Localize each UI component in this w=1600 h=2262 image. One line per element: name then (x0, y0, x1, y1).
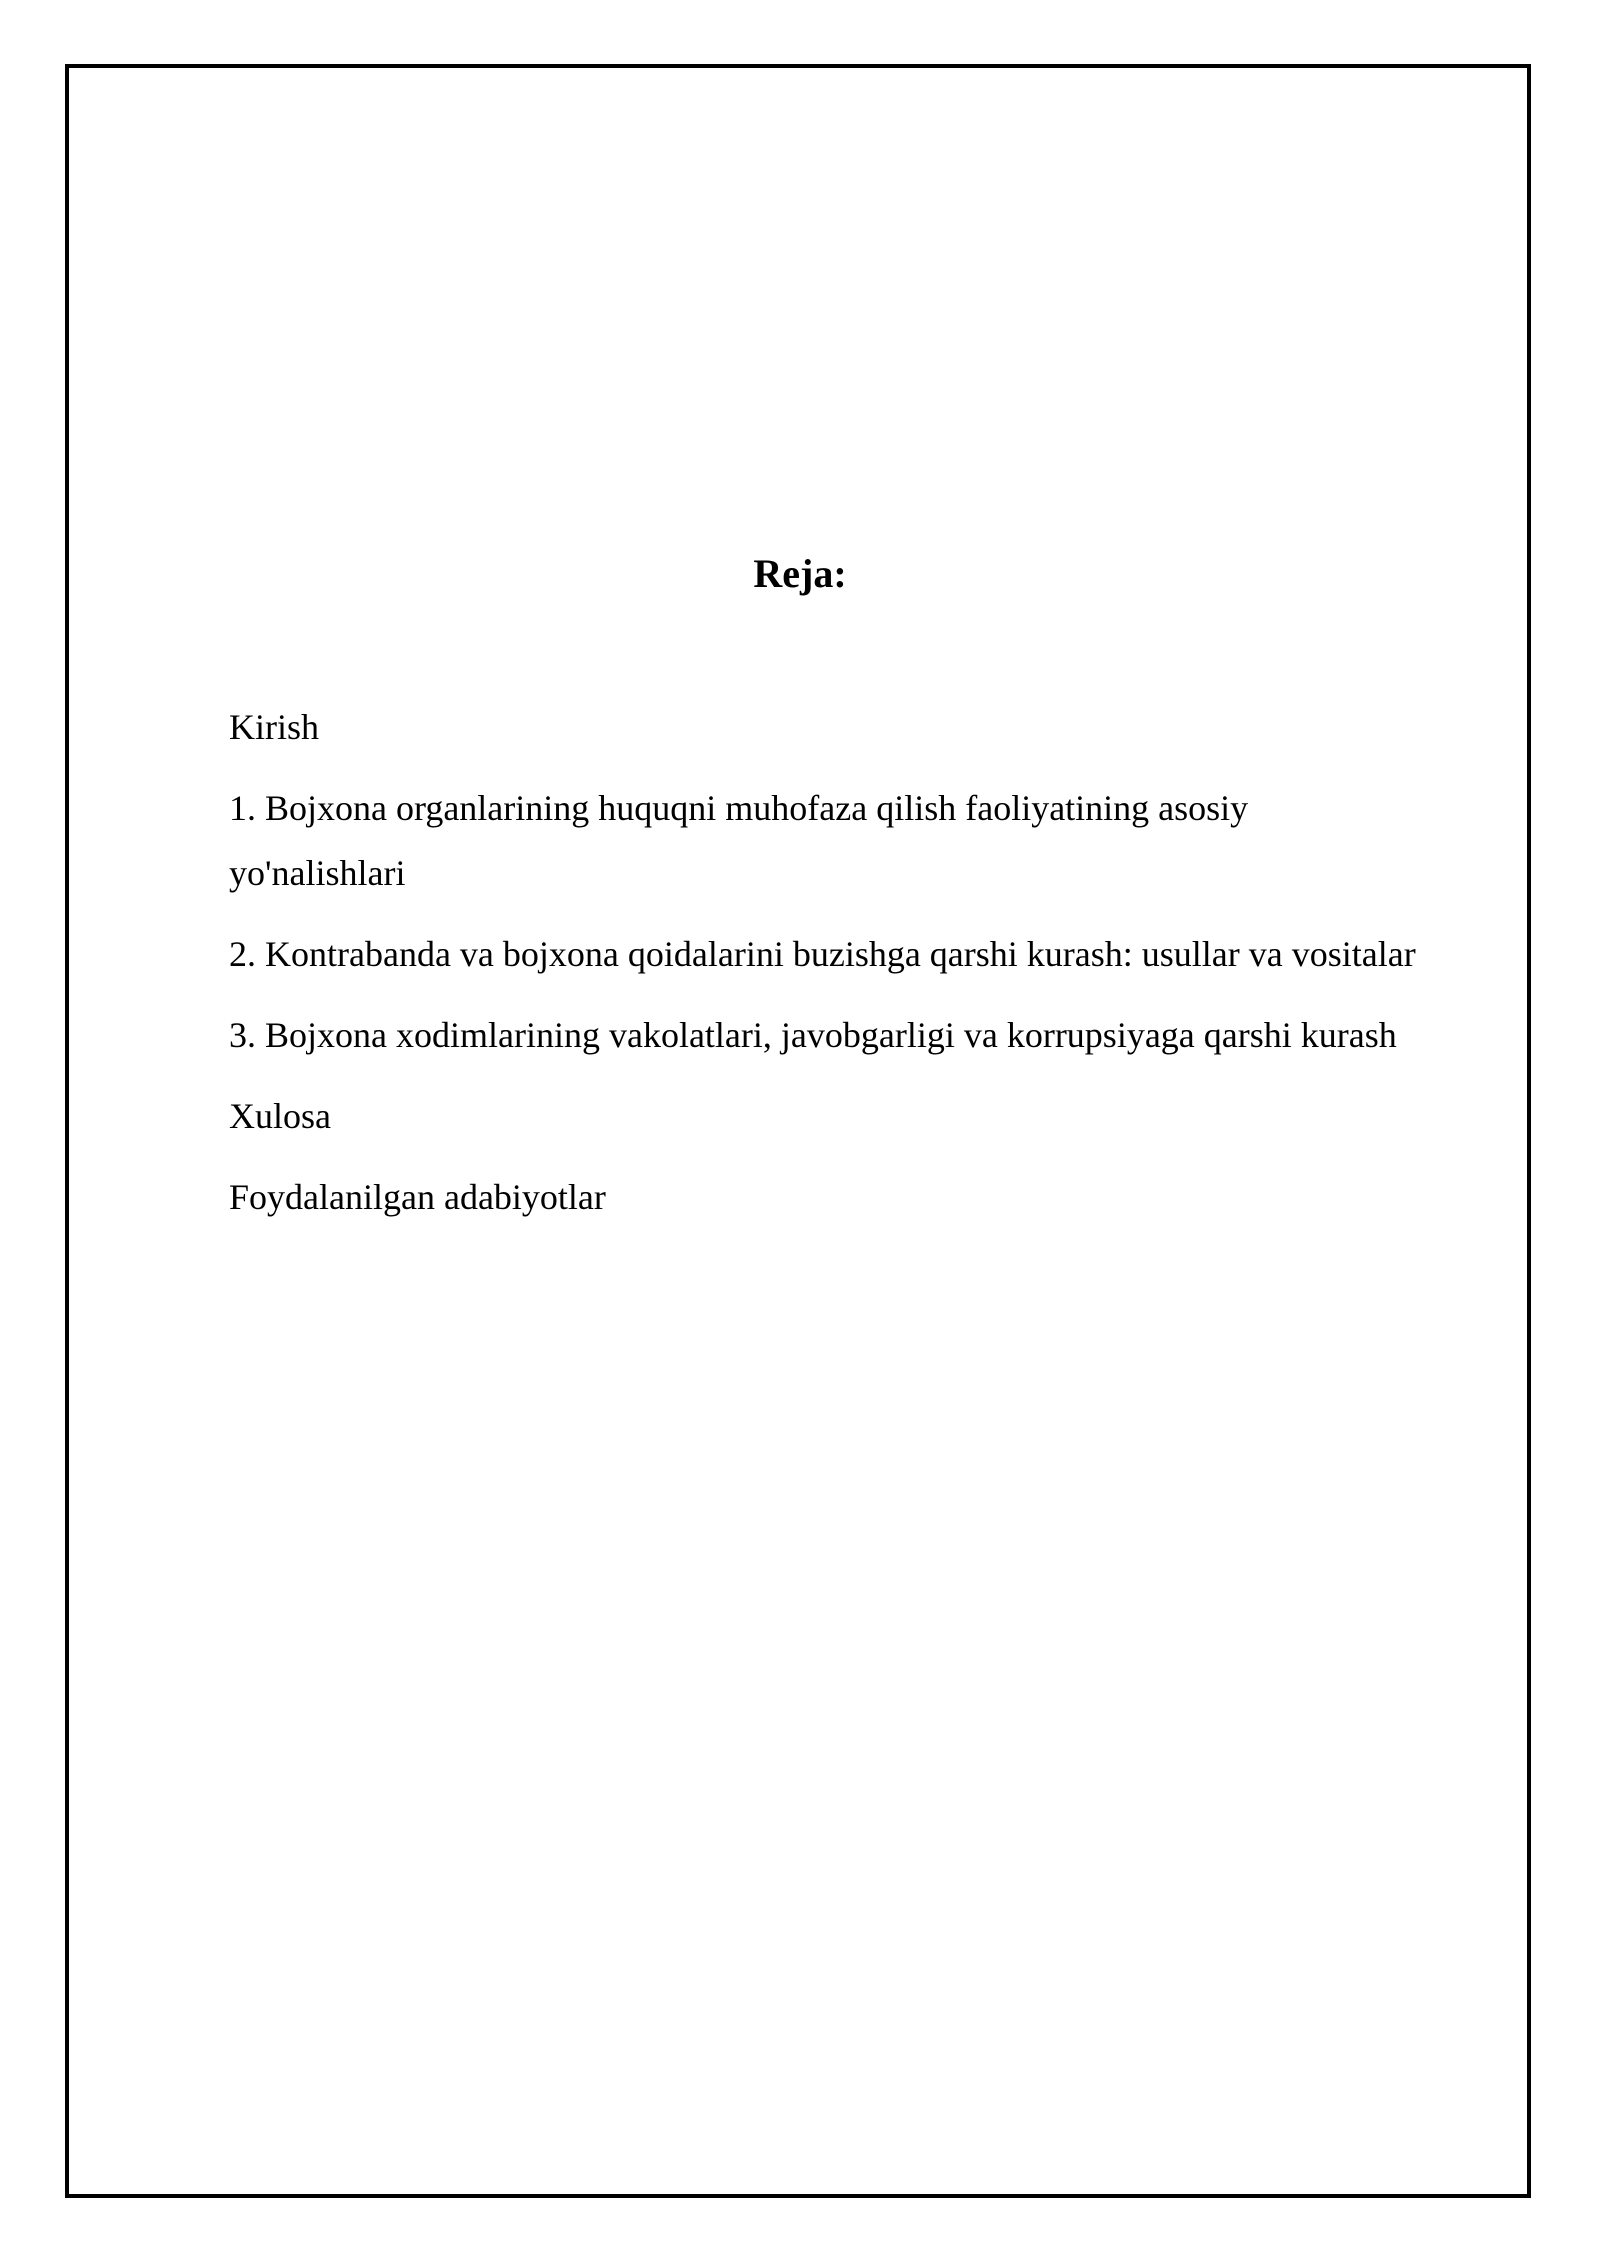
plan-heading: Reja: (753, 551, 847, 596)
plan-item-introduction: Kirish (229, 707, 319, 747)
plan-item-conclusion: Xulosa (229, 1096, 331, 1136)
plan-item-chapter-2: 2. Kontrabanda va bojxona qoidalarini buzishga qarshi kurash: usullar va vositalar (229, 934, 1416, 974)
plan-item-chapter-1: 1. Bojxona organlarining huquqni muhofaza qilish faoliyatining asosiy yo'nalishlari (229, 788, 1249, 893)
plan-list (229, 695, 1529, 1246)
plan-item-references: Foydalanilgan adabiyotlar (229, 1177, 606, 1217)
plan-item-chapter-3: 3. Bojxona xodimlarining vakolatlari, javobgarligi va korrupsiyaga qarshi kurash (229, 1015, 1397, 1055)
